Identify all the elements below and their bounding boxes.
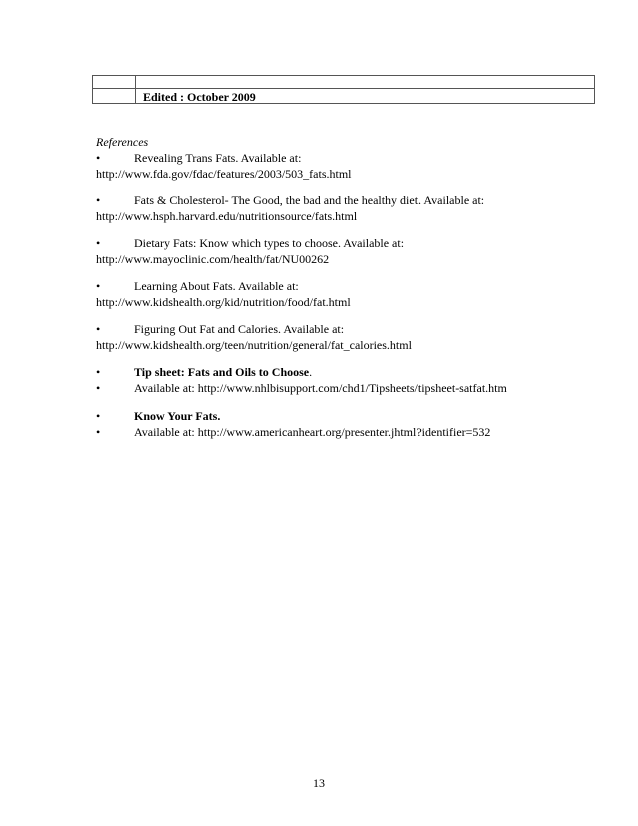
references-heading: References: [96, 135, 149, 149]
bullet: •: [96, 322, 101, 336]
reference-url: http://www.fda.gov/fdac/features/2003/503_fats.html: [96, 167, 352, 181]
know-fats-title: Know Your Fats.: [134, 409, 221, 423]
bullet: •: [96, 236, 101, 250]
edit-info-table: [92, 75, 595, 104]
bullet: •: [96, 365, 101, 379]
tip-sheet-availability: Available at: http://www.nhlbisupport.com/chd1/Tipsheets/tipsheet-satfat.htm: [134, 381, 507, 395]
reference-title: Fats & Cholesterol- The Good, the bad and the healthy diet. Available at:: [134, 193, 485, 207]
bullet: •: [96, 279, 101, 293]
bullet: •: [96, 151, 101, 165]
tip-sheet-title: Tip sheet: Fats and Oils to Choose: [134, 365, 310, 379]
tip-sheet-title-line: [134, 364, 312, 380]
reference-url: http://www.kidshealth.org/teen/nutrition/general/fat_calories.html: [96, 338, 412, 352]
table-divider-vertical: [135, 76, 136, 103]
reference-url: http://www.kidshealth.org/kid/nutrition/food/fat.html: [96, 295, 351, 309]
reference-title: Dietary Fats: Know which types to choose. Available at:: [134, 236, 405, 250]
bullet: •: [96, 381, 101, 395]
edited-date-cell: Edited : October 2009: [143, 90, 256, 104]
reference-title: Revealing Trans Fats. Available at:: [134, 151, 302, 165]
reference-title: Figuring Out Fat and Calories. Available at:: [134, 322, 345, 336]
bullet: •: [96, 193, 101, 207]
bullet: •: [96, 425, 101, 439]
bullet: •: [96, 409, 101, 423]
reference-title: Learning About Fats. Available at:: [134, 279, 299, 293]
page-number: 13: [313, 776, 325, 790]
tip-sheet-title-suffix: .: [309, 365, 313, 379]
know-fats-availability: Available at: http://www.americanheart.org/presenter.jhtml?identifier=532: [134, 425, 491, 439]
table-divider-horizontal: [93, 88, 594, 89]
reference-url: http://www.mayoclinic.com/health/fat/NU00262: [96, 252, 330, 266]
reference-url: http://www.hsph.harvard.edu/nutritionsource/fats.html: [96, 209, 358, 223]
